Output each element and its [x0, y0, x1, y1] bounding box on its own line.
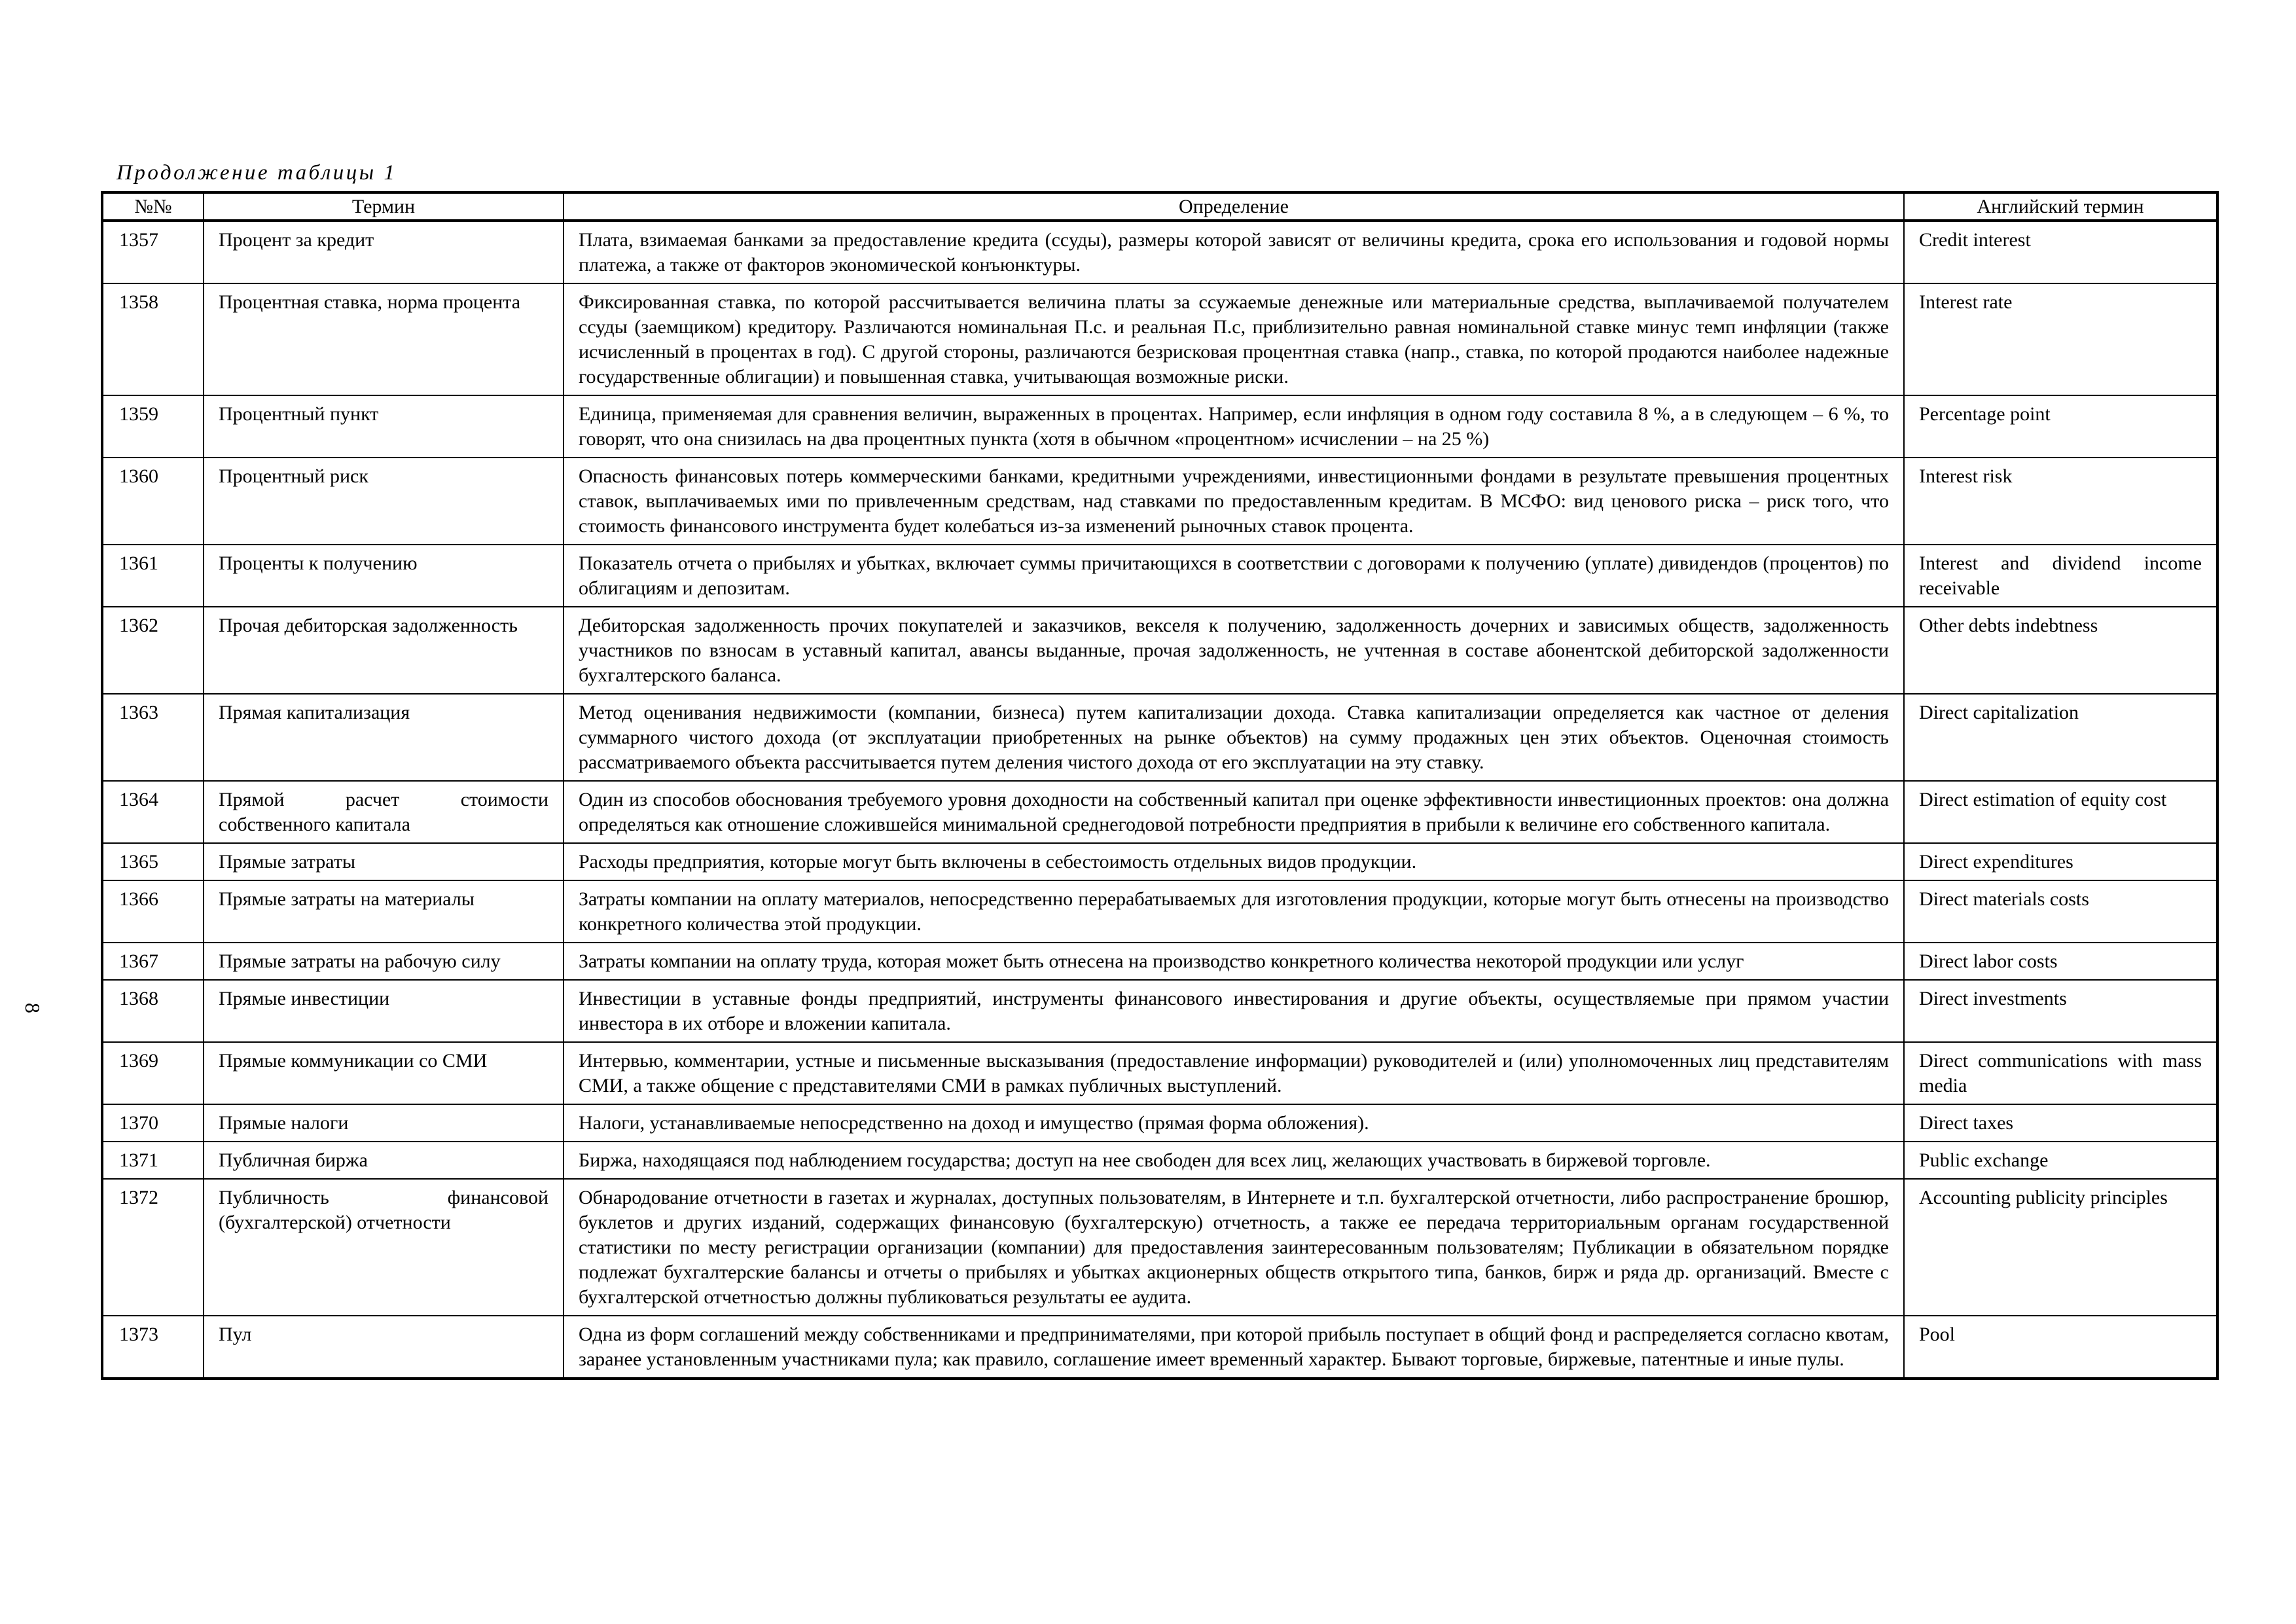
entry-definition: Дебиторская задолженность прочих покупателей и заказчиков, векселя к получению, задолженность дочерних и зависимых обществ, задолженность участников по взносам в уставный капитал, авансы выданные, прочая задолженность, не учтенная в составе абонентской дебиторской задолженности бухгалтерского баланса.	[564, 607, 1904, 694]
entry-english-term: Direct estimation of equity cost	[1904, 781, 2217, 843]
table-row	[102, 1316, 2217, 1379]
entry-english-term: Other debts indebtness	[1904, 607, 2217, 694]
entry-number: 1358	[102, 283, 204, 395]
entry-term: Прямые коммуникации со СМИ	[204, 1042, 564, 1104]
table-caption: Продолжение таблицы 1	[117, 161, 397, 185]
table-row	[102, 1142, 2217, 1179]
entry-number: 1363	[102, 694, 204, 781]
entry-term: Прямые инвестиции	[204, 980, 564, 1042]
entry-number: 1364	[102, 781, 204, 843]
entry-definition: Затраты компании на оплату труда, которая может быть отнесена на производство конкретного количества некоторой продукции или услуг	[564, 943, 1904, 980]
entry-definition: Расходы предприятия, которые могут быть включены в себестоимость отдельных видов продукции.	[564, 843, 1904, 880]
entry-definition: Метод оценивания недвижимости (компании, бизнеса) путем капитализации дохода. Ставка капитализации определяется как частное от деления суммарного чистого дохода (от эксплуатации приобретенных на рынке объектов) на сумму продажных цен этих объектов. Оценочная стоимость рассматриваемого объекта рассчитывается путем деления чистого дохода от его эксплуатации на эту ставку.	[564, 694, 1904, 781]
entry-term: Прямые налоги	[204, 1104, 564, 1142]
entry-definition: Инвестиции в уставные фонды предприятий, инструменты финансового инвестирования и другие объекты, осуществляемые при прямом участии инвестора в их отборе и вложении капитала.	[564, 980, 1904, 1042]
table-row	[102, 1104, 2217, 1142]
entry-definition: Обнародование отчетности в газетах и журналах, доступных пользователям, в Интернете и т.п. бухгалтерской отчетности, либо распространение брошюр, буклетов и других изданий, содержащих финансовую (бухгалтерскую) отчетность, а также ее передача территориальным органам государственной статистики по месту регистрации организации (компании) для предоставления заинтересованным пользователям; Публикации в обязательном порядке подлежат бухгалтерские балансы и отчеты о прибылях и убытках акционерных обществ открытого типа, банков, бирж и ряда др. организаций. Вместе с бухгалтерской отчетностью должны публиковаться результаты ее аудита.	[564, 1179, 1904, 1316]
entry-number: 1372	[102, 1179, 204, 1316]
entry-term: Прямая капитализация	[204, 694, 564, 781]
entry-number: 1362	[102, 607, 204, 694]
entry-number: 1365	[102, 843, 204, 880]
entry-number: 1359	[102, 395, 204, 458]
entry-english-term: Credit interest	[1904, 221, 2217, 283]
table-body	[102, 221, 2217, 1379]
entry-english-term: Percentage point	[1904, 395, 2217, 458]
entry-definition: Единица, применяемая для сравнения величин, выраженных в процентах. Например, если инфляция в одном году составила 8 %, а в следующем – 6 %, то говорят, что она снизилась на два процентных пункта (хотя в обычном «процентном» исчислении – на 25 %)	[564, 395, 1904, 458]
table-row	[102, 694, 2217, 781]
entry-definition: Фиксированная ставка, по которой рассчитывается величина платы за ссужаемые денежные или материальные средства, выплачиваемой получателем ссуды (заемщиком) кредитору. Различаются номинальная П.с. и реальная П.с, приблизительно равная номинальной ставке минус темп инфляции (также исчисленный в процентах в год). С другой стороны, различаются безрисковая процентная ставка (напр., ставка, по которой продаются наиболее надежные государственные облигации) и повышенная ставка, учитывающая возможные риски.	[564, 283, 1904, 395]
table-header	[102, 192, 2217, 221]
entry-english-term: Public exchange	[1904, 1142, 2217, 1179]
entry-term: Прямые затраты на рабочую силу	[204, 943, 564, 980]
table-row	[102, 1042, 2217, 1104]
entry-number: 1373	[102, 1316, 204, 1379]
table-row	[102, 395, 2217, 458]
entry-english-term: Direct capitalization	[1904, 694, 2217, 781]
entry-english-term: Direct labor costs	[1904, 943, 2217, 980]
entry-number: 1367	[102, 943, 204, 980]
entry-term: Проценты к получению	[204, 545, 564, 607]
entry-term: Пул	[204, 1316, 564, 1379]
entry-number: 1366	[102, 880, 204, 943]
entry-english-term: Interest and dividend income receivable	[1904, 545, 2217, 607]
table-row	[102, 607, 2217, 694]
entry-number: 1360	[102, 458, 204, 545]
entry-term: Процент за кредит	[204, 221, 564, 283]
entry-definition: Показатель отчета о прибылях и убытках, включает суммы причитающихся в соответствии с договорами к получению (уплате) дивидендов (процентов) по облигациям и депозитам.	[564, 545, 1904, 607]
table-row	[102, 283, 2217, 395]
entry-term: Прямой расчет стоимости собственного капитала	[204, 781, 564, 843]
header-definition: Определение	[564, 192, 1904, 221]
entry-definition: Одна из форм соглашений между собственниками и предпринимателями, при которой прибыль поступает в общий фонд и распределяется согласно квотам, заранее установленным участниками пула; как правило, соглашение имеет временный характер. Бывают торговые, биржевые, патентные и иные пулы.	[564, 1316, 1904, 1379]
table-row	[102, 221, 2217, 283]
entry-number: 1368	[102, 980, 204, 1042]
entry-definition: Один из способов обоснования требуемого уровня доходности на собственный капитал при оценке эффективности инвестиционных проектов: она должна определяться как отношение сложившейся минимальной среднегодовой потребности предприятия в прибыли к величине его собственного капитала.	[564, 781, 1904, 843]
entry-number: 1357	[102, 221, 204, 283]
entry-term: Процентный риск	[204, 458, 564, 545]
entry-term: Прочая дебиторская задолженность	[204, 607, 564, 694]
entry-term: Прямые затраты	[204, 843, 564, 880]
entry-definition: Плата, взимаемая банками за предоставление кредита (ссуды), размеры которой зависят от величины кредита, срока его использования и годовой нормы платежа, а также от факторов экономической конъюнктуры.	[564, 221, 1904, 283]
entry-number: 1361	[102, 545, 204, 607]
entry-number: 1371	[102, 1142, 204, 1179]
entry-english-term: Accounting publicity principles	[1904, 1179, 2217, 1316]
entry-term: Процентный пункт	[204, 395, 564, 458]
table-row	[102, 781, 2217, 843]
entry-english-term: Direct materials costs	[1904, 880, 2217, 943]
table-row	[102, 1179, 2217, 1316]
entry-english-term: Interest rate	[1904, 283, 2217, 395]
entry-number: 1369	[102, 1042, 204, 1104]
table-row	[102, 843, 2217, 880]
entry-number: 1370	[102, 1104, 204, 1142]
header-term: Термин	[204, 192, 564, 221]
entry-english-term: Direct taxes	[1904, 1104, 2217, 1142]
entry-english-term: Direct expenditures	[1904, 843, 2217, 880]
entry-definition: Затраты компании на оплату материалов, непосредственно перерабатываемых для изготовления продукции, которые могут быть отнесены на производство конкретного количества этой продукции.	[564, 880, 1904, 943]
entry-term: Прямые затраты на материалы	[204, 880, 564, 943]
entry-definition: Интервью, комментарии, устные и письменные высказывания (предоставление информации) руководителей и (или) уполномоченных лиц представителям СМИ, а также общение с представителями СМИ в рамках публичных выступлений.	[564, 1042, 1904, 1104]
header-english-term: Английский термин	[1904, 192, 2217, 221]
entry-term: Публичность финансовой (бухгалтерской) отчетности	[204, 1179, 564, 1316]
table-row	[102, 545, 2217, 607]
entry-definition: Биржа, находящаяся под наблюдением государства; доступ на нее свободен для всех лиц, желающих участвовать в биржевой торговле.	[564, 1142, 1904, 1179]
table-row	[102, 980, 2217, 1042]
entry-english-term: Direct communications with mass media	[1904, 1042, 2217, 1104]
entry-definition: Налоги, устанавливаемые непосредственно на доход и имущество (прямая форма обложения).	[564, 1104, 1904, 1142]
entry-english-term: Interest risk	[1904, 458, 2217, 545]
entry-english-term: Pool	[1904, 1316, 2217, 1379]
header-row	[102, 192, 2217, 221]
header-number: №№	[102, 192, 204, 221]
page-number: 8	[21, 1003, 45, 1013]
entry-term: Процентная ставка, норма процента	[204, 283, 564, 395]
table-row	[102, 943, 2217, 980]
entry-definition: Опасность финансовых потерь коммерческими банками, кредитными учреждениями, инвестиционными фондами в результате превышения процентных ставок, выплачиваемых ими по привлеченным средствам, над ставками по предоставленным кредитам. В МСФО: вид ценового риска – риск того, что стоимость финансового инструмента будет колебаться из-за изменений рыночных ставок процента.	[564, 458, 1904, 545]
entry-english-term: Direct investments	[1904, 980, 2217, 1042]
table-row	[102, 880, 2217, 943]
glossary-table	[101, 191, 2219, 1380]
entry-term: Публичная биржа	[204, 1142, 564, 1179]
table-row	[102, 458, 2217, 545]
